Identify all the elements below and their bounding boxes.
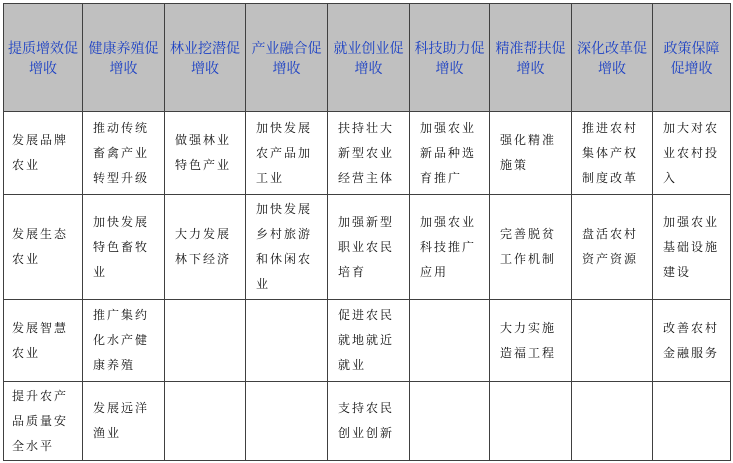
table-cell — [410, 112, 490, 195]
cell-text: 发展远洋渔业 — [93, 401, 150, 440]
table-cell — [410, 300, 490, 382]
table-cell — [4, 382, 83, 461]
table-cell — [490, 195, 572, 300]
cell-text: 加强农业科技推广应用 — [420, 214, 477, 279]
table-cell — [246, 382, 328, 461]
cell-text: 加强农业新品种选育推广 — [420, 120, 477, 185]
table-cell — [4, 195, 83, 300]
table-cell — [83, 382, 165, 461]
table-cell — [4, 112, 83, 195]
cell-text: 完善脱贫工作机制 — [500, 227, 557, 266]
table-cell — [410, 195, 490, 300]
table-cell — [490, 112, 572, 195]
table-cell — [328, 112, 410, 195]
cell-text: 提升农产品质量安全水平 — [12, 388, 69, 453]
table-cell — [83, 112, 165, 195]
cell-text: 发展品牌农业 — [12, 133, 69, 172]
table-cell — [653, 195, 731, 300]
table-cell — [165, 382, 246, 461]
table-row — [4, 195, 731, 300]
cell-text: 加强新型职业农民培育 — [338, 214, 395, 279]
header-cell: 深化改革促增收 — [572, 4, 653, 112]
cell-text: 做强林业特色产业 — [175, 133, 232, 172]
cell-text: 大力实施造福工程 — [500, 320, 557, 360]
table-cell — [328, 195, 410, 300]
cell-text: 加强农业基础设施建设 — [663, 214, 720, 279]
table-cell — [653, 382, 731, 461]
header-cell: 提质增效促增收 — [4, 4, 83, 112]
header-cell: 健康养殖促增收 — [83, 4, 165, 112]
header-cell: 精准帮扶促增收 — [490, 4, 572, 112]
table-cell — [653, 300, 731, 382]
header-cell: 林业挖潜促增收 — [165, 4, 246, 112]
cell-text: 改善农村金融服务 — [663, 320, 720, 360]
cell-text: 扶持壮大新型农业经营主体 — [338, 120, 395, 185]
table-cell — [4, 300, 83, 382]
table-cell — [246, 300, 328, 382]
table-cell — [410, 382, 490, 461]
table-cell — [165, 195, 246, 300]
table-cell — [328, 300, 410, 382]
cell-text: 盘活农村资产资源 — [582, 227, 639, 266]
table-cell — [572, 195, 653, 300]
table-row — [4, 382, 731, 461]
header-cell: 政策保障促增收 — [653, 4, 731, 112]
table-cell — [165, 300, 246, 382]
header-cell: 就业创业促增收 — [328, 4, 410, 112]
table-row — [4, 112, 731, 195]
header-row — [4, 4, 731, 112]
cell-text: 推进农村集体产权制度改革 — [582, 120, 639, 185]
cell-text: 加快发展农产品加工业 — [256, 120, 313, 185]
cell-text: 支持农民创业创新 — [338, 401, 395, 440]
table-cell — [572, 112, 653, 195]
cell-text: 强化精准施策 — [500, 133, 557, 172]
cell-text: 推动传统畜禽产业转型升级 — [93, 120, 150, 185]
table-cell — [165, 112, 246, 195]
cell-text: 发展生态农业 — [12, 227, 69, 266]
header-cell: 产业融合促增收 — [246, 4, 328, 112]
income-measures-table — [3, 3, 731, 461]
table-cell — [653, 112, 731, 195]
table-cell — [83, 195, 165, 300]
cell-text: 大力发展林下经济 — [175, 227, 232, 266]
table-cell — [83, 300, 165, 382]
table-row — [4, 300, 731, 382]
table-cell — [246, 195, 328, 300]
cell-text: 促进农民就地就近就业 — [338, 308, 395, 372]
cell-text: 加快发展特色畜牧业 — [93, 214, 150, 279]
table-cell — [572, 382, 653, 461]
cell-text: 推广集约化水产健康养殖 — [93, 308, 150, 372]
table-cell — [328, 382, 410, 461]
table-cell — [572, 300, 653, 382]
cell-text: 发展智慧农业 — [12, 320, 69, 360]
table-cell — [490, 300, 572, 382]
table-cell — [246, 112, 328, 195]
table-cell — [490, 382, 572, 461]
cell-text: 加快发展乡村旅游和休闲农业 — [256, 202, 313, 291]
header-cell: 科技助力促增收 — [410, 4, 490, 112]
cell-text: 加大对农业农村投入 — [663, 120, 720, 185]
